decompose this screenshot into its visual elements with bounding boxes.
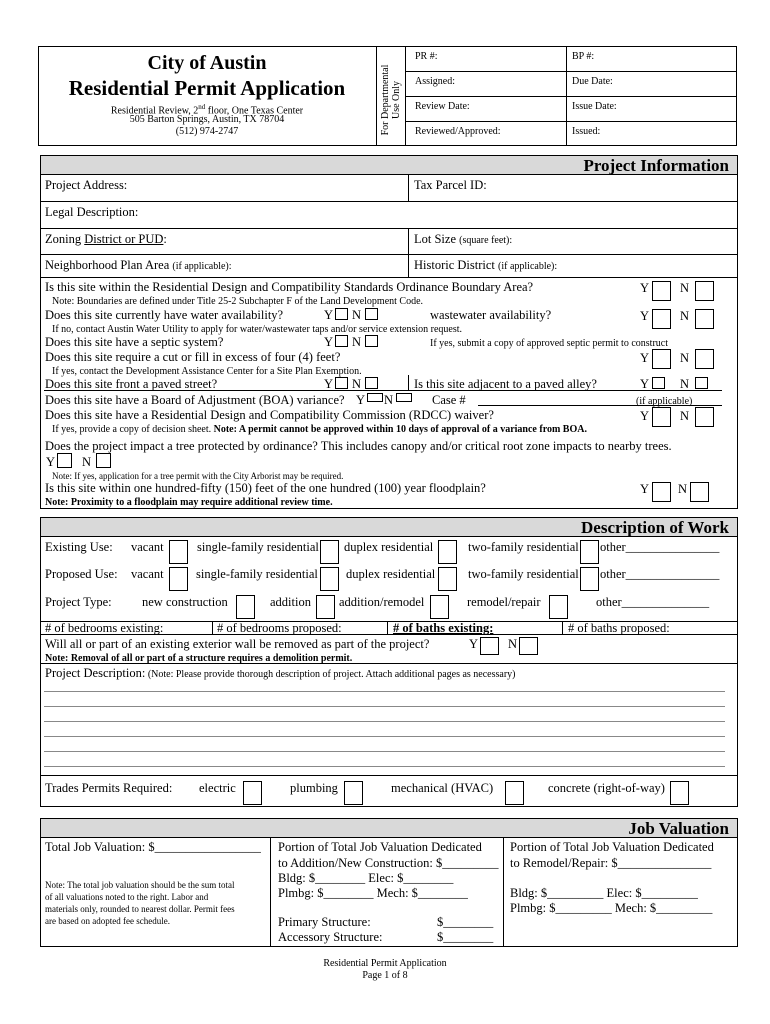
q-rdcs-n-label: N xyxy=(680,281,690,295)
q-wall-yes-checkbox[interactable] xyxy=(480,637,499,655)
new-construction-checkbox[interactable] xyxy=(236,595,255,619)
plumbing-checkbox[interactable] xyxy=(344,781,363,805)
q-rdcs: Is this site within the Residential Design and Compatibility Standards Ordinance Boundary Area? xyxy=(45,280,534,294)
q-water-n-label: N xyxy=(352,308,362,322)
q-rdcs-yes-checkbox[interactable] xyxy=(652,281,671,301)
job-valuation-header xyxy=(40,818,738,838)
q-water-no-checkbox[interactable] xyxy=(365,308,378,320)
address-line-1-post: floor, One Texas Center xyxy=(205,105,304,117)
existing-single-family-checkbox[interactable] xyxy=(320,540,339,564)
q-septic-y-label: Y xyxy=(324,335,334,349)
q-paved-no-checkbox[interactable] xyxy=(365,377,378,389)
electric-checkbox[interactable] xyxy=(243,781,262,805)
jv-vline-1 xyxy=(270,837,271,947)
bp-label: BP #: xyxy=(572,51,595,62)
pi-row-line-1 xyxy=(40,201,738,202)
dept-grid-line-2 xyxy=(406,96,737,97)
address-line-1-sup: nd xyxy=(198,103,206,111)
accessory-structure-label: Accessory Structure: xyxy=(278,930,383,944)
existing-single-family-label: single-family residential xyxy=(197,540,319,554)
bedrooms-existing-field[interactable]: # of bedrooms existing: xyxy=(45,621,164,635)
project-description-note: (Note: Please provide thorough description of project. Attach additional pages as necessary) xyxy=(145,669,516,680)
project-type-other-field[interactable]: other______________ xyxy=(596,595,710,609)
q-boa-yes-checkbox[interactable] xyxy=(367,393,383,402)
q-wall-no-checkbox[interactable] xyxy=(519,637,538,655)
existing-use-label: Existing Use: xyxy=(45,540,113,554)
q-boa-y-label: Y xyxy=(356,393,366,407)
existing-vacant-label: vacant xyxy=(131,540,164,554)
q-flood-y-label: Y xyxy=(640,482,650,496)
zoning-post: : xyxy=(163,232,167,246)
new-construction-label: new construction xyxy=(142,595,228,609)
description-line-5 xyxy=(44,751,725,752)
reviewed-label: Reviewed/Approved: xyxy=(415,126,501,137)
mechanical-label: mechanical (HVAC) xyxy=(391,781,494,795)
q-boa-no-checkbox[interactable] xyxy=(396,393,412,402)
primary-structure-label: Primary Structure: xyxy=(278,915,371,929)
q-paved-y-label: Y xyxy=(324,377,334,391)
review-date-label: Review Date: xyxy=(415,101,470,112)
remodel-repair-checkbox[interactable] xyxy=(549,595,568,619)
existing-duplex-label: duplex residential xyxy=(344,540,434,554)
q-cutfill-y-label: Y xyxy=(640,351,650,365)
q-wastewater-yes-checkbox[interactable] xyxy=(652,309,671,329)
existing-two-family-checkbox[interactable] xyxy=(580,540,599,564)
q-septic-note: If yes, submit a copy of approved septic permit to construct xyxy=(430,338,668,349)
q-alley-yes-checkbox[interactable] xyxy=(652,377,665,389)
existing-duplex-checkbox[interactable] xyxy=(438,540,457,564)
remodel-plmbg-mech-field[interactable]: Plmbg: $_________ Mech: $_________ xyxy=(510,901,713,915)
q-alley-n-label: N xyxy=(680,377,690,391)
proposed-other-field[interactable]: other_______________ xyxy=(600,567,720,581)
q-septic-no-checkbox[interactable] xyxy=(365,335,378,347)
proposed-single-family-checkbox[interactable] xyxy=(320,567,339,591)
historic-note: (if applicable): xyxy=(498,261,558,272)
issue-date-label: Issue Date: xyxy=(572,101,617,112)
project-address-field[interactable]: Project Address: xyxy=(45,178,128,192)
alley-vline xyxy=(408,375,409,390)
dept-grid-line-3 xyxy=(406,121,737,122)
description-line-1 xyxy=(44,691,725,692)
form-title: Residential Permit Application xyxy=(68,76,346,100)
total-note-1: Note: The total job valuation should be the sum total xyxy=(45,880,235,890)
q-tree: Does the project impact a tree protected by ordinance? This includes canopy and/or critical root zone impacts to nearby trees. xyxy=(45,439,672,453)
q-wall-note: Note: Removal of all or part of a structure requires a demolition permit. xyxy=(45,653,353,664)
q-septic-yes-checkbox[interactable] xyxy=(335,335,348,347)
description-line-6 xyxy=(44,766,725,767)
q-rdcc-note-pre: If yes, provide a copy of decision sheet. xyxy=(52,424,214,435)
paved-underline xyxy=(44,390,722,391)
total-valuation-field[interactable]: Total Job Valuation: $_________________ xyxy=(45,840,261,854)
total-note-4: are based on adopted fee schedule. xyxy=(45,916,170,926)
lot-size-label: Lot Size xyxy=(414,232,460,246)
proposed-two-family-checkbox[interactable] xyxy=(580,567,599,591)
q-cutfill-n-label: N xyxy=(680,351,690,365)
address-line-2: 505 Barton Springs, Austin, TX 78704 xyxy=(129,114,285,125)
electric-label: electric xyxy=(199,781,236,795)
project-description-field[interactable] xyxy=(45,666,516,682)
project-type-label: Project Type: xyxy=(45,595,112,609)
project-description-label: Project Description: xyxy=(45,666,146,680)
primary-structure-field[interactable]: $________ xyxy=(437,915,494,929)
q-flood-no-checkbox[interactable] xyxy=(690,482,709,502)
q-tree-n-label: N xyxy=(82,455,92,469)
phone: (512) 974-2747 xyxy=(175,126,239,137)
proposed-duplex-label: duplex residential xyxy=(346,567,436,581)
proposed-use-label: Proposed Use: xyxy=(45,567,118,581)
q-cutfill-yes-checkbox[interactable] xyxy=(652,349,671,369)
q-septic-n-label: N xyxy=(352,335,362,349)
q-tree-note: Note: If yes, application for a tree permit with the City Arborist may be required. xyxy=(52,471,344,481)
addition-remodel-label: addition/remodel xyxy=(339,595,425,609)
q-cutfill: Does this site require a cut or fill in excess of four (4) feet? xyxy=(45,350,341,364)
q-rdcc-note-bold: Note: A permit cannot be approved within 10 days of approval of a variance from BOA. xyxy=(213,424,587,435)
addition-plmbg-mech-field[interactable]: Plmbg: $________ Mech: $________ xyxy=(278,886,468,900)
city-title: City of Austin xyxy=(147,52,267,74)
trades-top-line xyxy=(40,775,738,776)
concrete-label: concrete (right-of-way) xyxy=(548,781,665,795)
historic-field[interactable] xyxy=(414,258,557,274)
trades-label: Trades Permits Required: xyxy=(45,781,173,795)
zoning-pre: Zoning xyxy=(45,232,85,246)
rooms-vline-1 xyxy=(212,621,213,634)
baths-proposed-field[interactable]: # of baths proposed: xyxy=(568,621,670,635)
q-wall-n-label: N xyxy=(508,637,518,651)
dept-label-1: For Departmental xyxy=(380,64,391,136)
dept-label-2: Use Only xyxy=(391,80,402,120)
accessory-structure-field[interactable]: $________ xyxy=(437,930,494,944)
issued-label: Issued: xyxy=(572,126,601,137)
pi-vline-2 xyxy=(408,228,409,277)
neighborhood-label: Neighborhood Plan Area xyxy=(45,258,173,272)
q-rdcs-note: Note: Boundaries are defined under Title 25-2 Subchapter F of the Land Development Code. xyxy=(52,296,424,307)
rooms-vline-3 xyxy=(562,621,563,634)
q-rdcc-y-label: Y xyxy=(640,409,650,423)
project-info-title: Project Information xyxy=(583,156,729,175)
existing-vacant-checkbox[interactable] xyxy=(169,540,188,564)
pi-row-line-3 xyxy=(40,254,738,255)
q-paved: Does this site front a paved street? xyxy=(45,377,218,391)
footer-page: Page 1 of 8 xyxy=(362,970,408,981)
q-water-note: If no, contact Austin Water Utility to apply for water/wastewater taps and/or service extension request. xyxy=(52,324,462,335)
case-if-applicable: (if applicable) xyxy=(636,396,693,407)
remodel-valuation-label-1: Portion of Total Job Valuation Dedicated xyxy=(510,840,714,854)
q-paved-yes-checkbox[interactable] xyxy=(335,377,348,389)
remodel-valuation-field[interactable]: to Remodel/Repair: $_______________ xyxy=(510,856,712,870)
project-info-header xyxy=(40,155,738,175)
description-line-2 xyxy=(44,706,725,707)
dept-grid-line-1 xyxy=(406,71,737,72)
proposed-duplex-checkbox[interactable] xyxy=(438,567,457,591)
q-water-yes-checkbox[interactable] xyxy=(335,308,348,320)
q-rdcc-yes-checkbox[interactable] xyxy=(652,407,671,427)
q-rdcc-note xyxy=(52,423,587,437)
q-wastewater-n-label: N xyxy=(680,309,690,323)
bedrooms-proposed-field[interactable]: # of bedrooms proposed: xyxy=(217,621,342,635)
description-line-3 xyxy=(44,721,725,722)
q-rdcc: Does this site have a Residential Design and Compatibility Commission (RDCC) waiver? xyxy=(45,408,494,422)
remodel-bldg-elec-field[interactable]: Bldg: $_________ Elec: $_________ xyxy=(510,886,698,900)
q-rdcc-no-checkbox[interactable] xyxy=(695,407,714,427)
q-wastewater: wastewater availability? xyxy=(430,308,552,322)
lot-size-field[interactable] xyxy=(414,232,512,248)
q-wastewater-y-label: Y xyxy=(640,309,650,323)
q-septic: Does this site have a septic system? xyxy=(45,335,224,349)
plumbing-label: plumbing xyxy=(290,781,338,795)
zoning-field[interactable] xyxy=(45,232,167,246)
address-line-1-pre: Residential Review, 2 xyxy=(110,105,199,117)
baths-existing-field[interactable]: # of baths existing: xyxy=(393,621,494,635)
due-date-label: Due Date: xyxy=(572,76,613,87)
neighborhood-note: (if applicable): xyxy=(172,261,232,272)
addition-valuation-field[interactable]: to Addition/New Construction: $_________ xyxy=(278,856,499,870)
total-note-2: of all valuations noted to the right. Labor and xyxy=(45,892,209,902)
mechanical-checkbox[interactable] xyxy=(505,781,524,805)
q-flood-n-label: N xyxy=(678,482,688,496)
q-boa-n-label: N xyxy=(384,393,394,407)
pi-row-line-4 xyxy=(40,277,738,278)
zoning-link[interactable]: District or PUD xyxy=(84,232,164,246)
dept-label xyxy=(380,50,402,150)
addition-valuation-label-1: Portion of Total Job Valuation Dedicated xyxy=(278,840,482,854)
lot-size-unit: (square feet): xyxy=(459,235,513,246)
q-flood-yes-checkbox[interactable] xyxy=(652,482,671,502)
proposed-single-family-label: single-family residential xyxy=(196,567,318,581)
q-cutfill-no-checkbox[interactable] xyxy=(695,349,714,369)
wall-note-line xyxy=(40,663,738,664)
jv-vline-2 xyxy=(503,837,504,947)
q-rdcs-no-checkbox[interactable] xyxy=(695,281,714,301)
addition-checkbox[interactable] xyxy=(316,595,335,619)
historic-label: Historic District xyxy=(414,258,499,272)
pr-label: PR #: xyxy=(415,51,438,62)
q-rdcs-y-label: Y xyxy=(640,281,650,295)
addition-remodel-checkbox[interactable] xyxy=(430,595,449,619)
total-note-3: materials only, rounded to nearest dollar. Permit fees xyxy=(45,904,235,914)
q-alley-no-checkbox[interactable] xyxy=(695,377,708,389)
remodel-repair-label: remodel/repair xyxy=(467,595,541,609)
assigned-label: Assigned: xyxy=(415,76,455,87)
tax-parcel-field[interactable]: Tax Parcel ID: xyxy=(414,178,487,192)
q-rdcc-n-label: N xyxy=(680,409,690,423)
q-alley: Is this site adjacent to a paved alley? xyxy=(414,377,597,391)
q-water: Does this site currently have water availability? xyxy=(45,308,284,322)
q-alley-y-label: Y xyxy=(640,377,650,391)
legal-description-field[interactable]: Legal Description: xyxy=(45,205,139,219)
q-cutfill-note: If yes, contact the Development Assistance Center for a Site Plan Exemption. xyxy=(52,366,362,377)
pi-row-line-2 xyxy=(40,228,738,229)
addition-label: addition xyxy=(270,595,311,609)
q-flood-note: Note: Proximity to a floodplain may require additional review time. xyxy=(45,497,333,508)
q-wastewater-no-checkbox[interactable] xyxy=(695,309,714,329)
neighborhood-field[interactable] xyxy=(45,258,232,274)
description-header xyxy=(40,517,738,537)
q-tree-no-checkbox[interactable] xyxy=(96,453,111,468)
existing-two-family-label: two-family residential xyxy=(468,540,579,554)
q-flood: Is this site within one hundred-fifty (150) feet of the one hundred (100) year floodplain? xyxy=(45,481,486,495)
q-boa: Does this site have a Board of Adjustment (BOA) variance? xyxy=(45,393,345,407)
q-water-y-label: Y xyxy=(324,308,334,322)
pi-vline-1 xyxy=(408,174,409,201)
proposed-vacant-label: vacant xyxy=(131,567,164,581)
proposed-two-family-label: two-family residential xyxy=(468,567,579,581)
concrete-checkbox[interactable] xyxy=(670,781,689,805)
q-tree-yes-checkbox[interactable] xyxy=(57,453,72,468)
rooms-vline-2 xyxy=(387,621,388,634)
job-valuation-title: Job Valuation xyxy=(628,819,729,838)
q-tree-y-label: Y xyxy=(46,455,56,469)
proposed-vacant-checkbox[interactable] xyxy=(169,567,188,591)
addition-bldg-elec-field[interactable]: Bldg: $________ Elec: $________ xyxy=(278,871,454,885)
existing-other-field[interactable]: other_______________ xyxy=(600,540,720,554)
q-wall: Will all or part of an existing exterior wall be removed as part of the project? xyxy=(45,637,430,651)
case-field[interactable]: Case # xyxy=(432,393,466,407)
q-wall-y-label: Y xyxy=(469,637,479,651)
q-paved-n-label: N xyxy=(352,377,362,391)
description-line-4 xyxy=(44,736,725,737)
description-title: Description of Work xyxy=(581,518,729,537)
footer-title: Residential Permit Application xyxy=(323,958,447,969)
